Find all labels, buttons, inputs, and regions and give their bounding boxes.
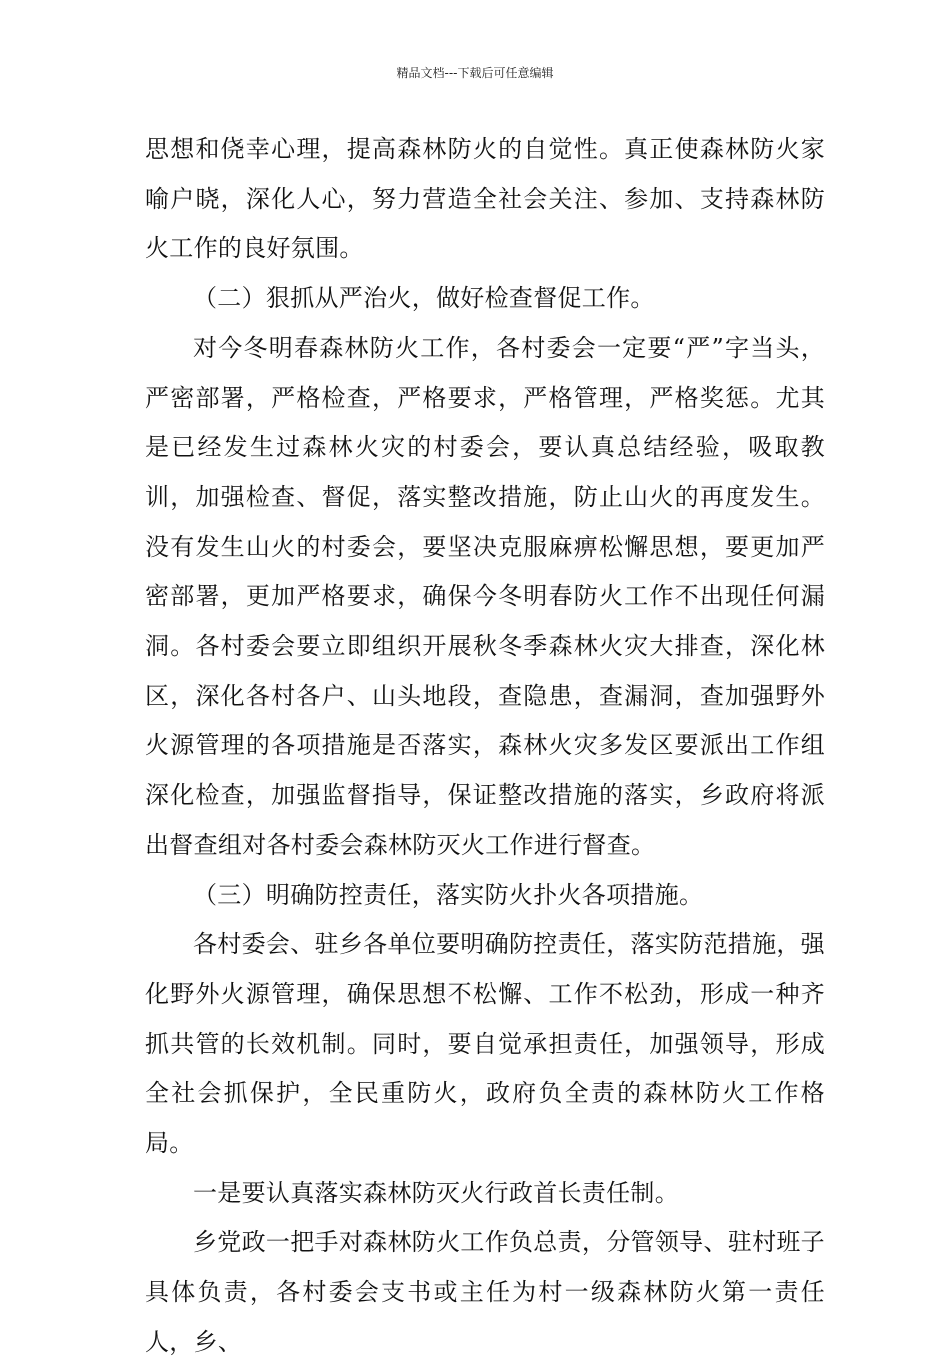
paragraph-continuation: 思想和侥幸心理，提高森林防火的自觉性。真正使森林防火家喻户晓，深化人心，努力营造全社会关注、参加、支持森林防火工作的良好氛围。 xyxy=(145,135,825,263)
paragraph-leadership: 乡党政一把手对森林防火工作负总责，分管领导、驻村班子具体负责，各村委会支书或主任为村一级森林防火第一责任人，乡、 xyxy=(145,1228,825,1356)
document-body xyxy=(145,125,825,1368)
paragraph-inspection: 对今冬明春森林防火工作，各村委会一定要“严”字当头，严密部署，严格检查，严格要求，严格管理，严格奖惩。尤其是已经发生过森林火灾的村委会，要认真总结经验，吸取教训，加强检查、督促，落实整改措施，防止山火的再度发生。没有发生山火的村委会，要坚决克服麻痹松懈思想，要更加严密部署，更加严格要求，确保今冬明春防火工作不出现任何漏洞。各村委会要立即组织开展秋冬季森林火灾大排查，深化林区，深化各村各户、山头地段，查隐患，查漏洞，查加强野外火源管理的各项措施是否落实，森林火灾多发区要派出工作组深化检查，加强监督指导，保证整改措施的落实，乡政府将派出督查组对各村委会森林防灭火工作进行督查。 xyxy=(145,333,825,859)
section-heading-3: （三）明确防控责任，落实防火扑火各项措施。 xyxy=(193,880,704,909)
page-header: 精品文档---下载后可任意编辑 xyxy=(396,66,554,80)
section-heading-2: （二）狠抓从严治火，做好检查督促工作。 xyxy=(193,284,655,313)
subheading-first-point: 一是要认真落实森林防灭火行政首长责任制。 xyxy=(193,1178,679,1207)
paragraph-responsibility: 各村委会、驻乡各单位要明确防控责任，落实防范措施，强化野外火源管理，确保思想不松懈、工作不松劲，形成一种齐抓共管的长效机制。同时，要自觉承担责任，加强领导，形成全社会抓保护，全民重防火，政府负全责的森林防火工作格局。 xyxy=(145,930,825,1158)
